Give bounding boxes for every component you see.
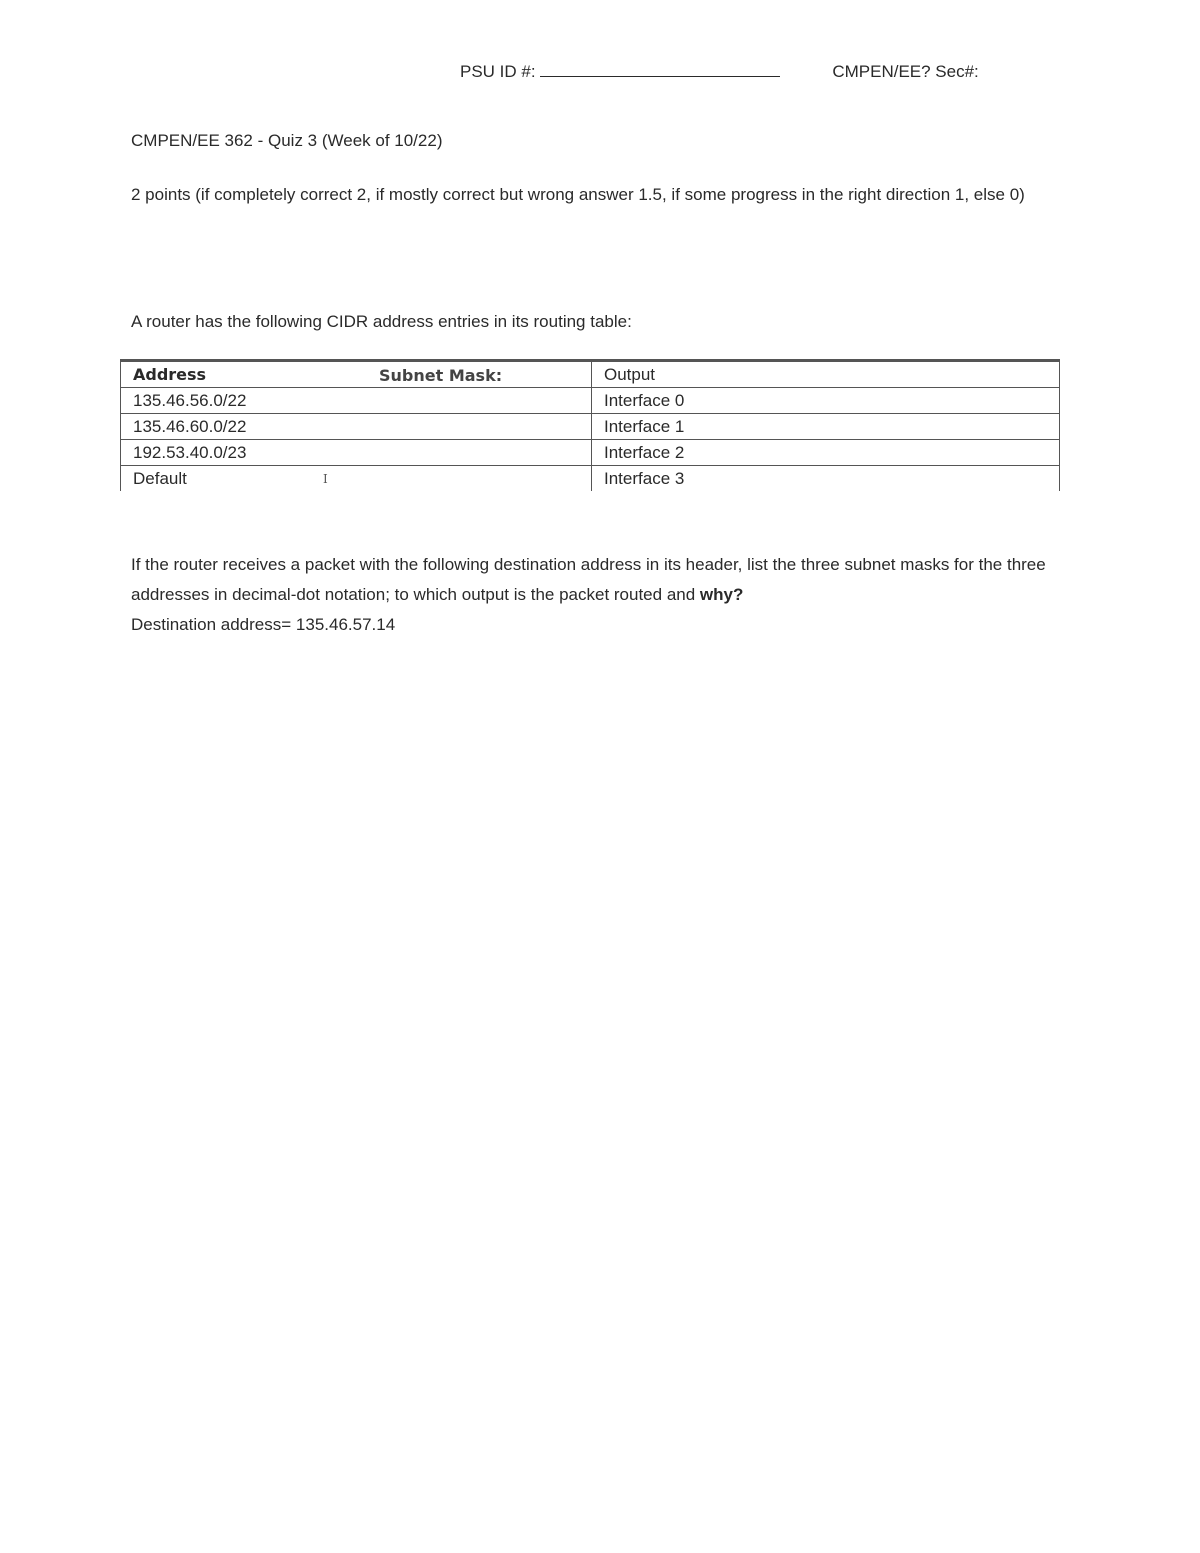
- row-address: Default: [133, 468, 187, 488]
- header-subnet-mask: Subnet Mask:: [379, 366, 503, 385]
- intro-text: A router has the following CIDR address entries in its routing table:: [131, 312, 632, 331]
- table-row: [121, 466, 1060, 492]
- header-address-cell: [121, 361, 592, 388]
- header-output: Output: [592, 361, 1060, 388]
- row-address: 135.46.56.0/22: [121, 388, 592, 414]
- question-block: [131, 550, 1051, 640]
- row-output: Interface 0: [592, 388, 1060, 414]
- psu-id-blank: [540, 58, 780, 77]
- quiz-title: CMPEN/EE 362 - Quiz 3 (Week of 10/22): [131, 131, 443, 150]
- points-description: 2 points (if completely correct 2, if mostly correct but wrong answer 1.5, if some progress in the right direction 1, else 0): [131, 185, 1025, 204]
- header-line: [460, 58, 979, 82]
- row-address-cell: [121, 466, 592, 492]
- header-address: Address: [133, 364, 207, 384]
- psu-id-label: PSU ID #:: [460, 62, 536, 81]
- row-output: Interface 1: [592, 414, 1060, 440]
- section-label: CMPEN/EE? Sec#:: [832, 62, 979, 81]
- routing-table: [120, 359, 1060, 491]
- table-row: [121, 388, 1060, 414]
- text-cursor-icon: I: [323, 472, 328, 486]
- row-address: 135.46.60.0/22: [121, 414, 592, 440]
- destination-address: Destination address= 135.46.57.14: [131, 615, 396, 634]
- table-row: [121, 440, 1060, 466]
- row-output: Interface 2: [592, 440, 1060, 466]
- table-header-row: [121, 361, 1060, 388]
- question-emphasis: why?: [699, 585, 744, 604]
- row-address: 192.53.40.0/23: [121, 440, 592, 466]
- row-output: Interface 3: [592, 466, 1060, 492]
- question-text: If the router receives a packet with the following destination address in its header, list the three subnet masks for the three addresses in decimal-dot notation; to which output is the packet routed and: [131, 555, 1046, 604]
- table-row: [121, 414, 1060, 440]
